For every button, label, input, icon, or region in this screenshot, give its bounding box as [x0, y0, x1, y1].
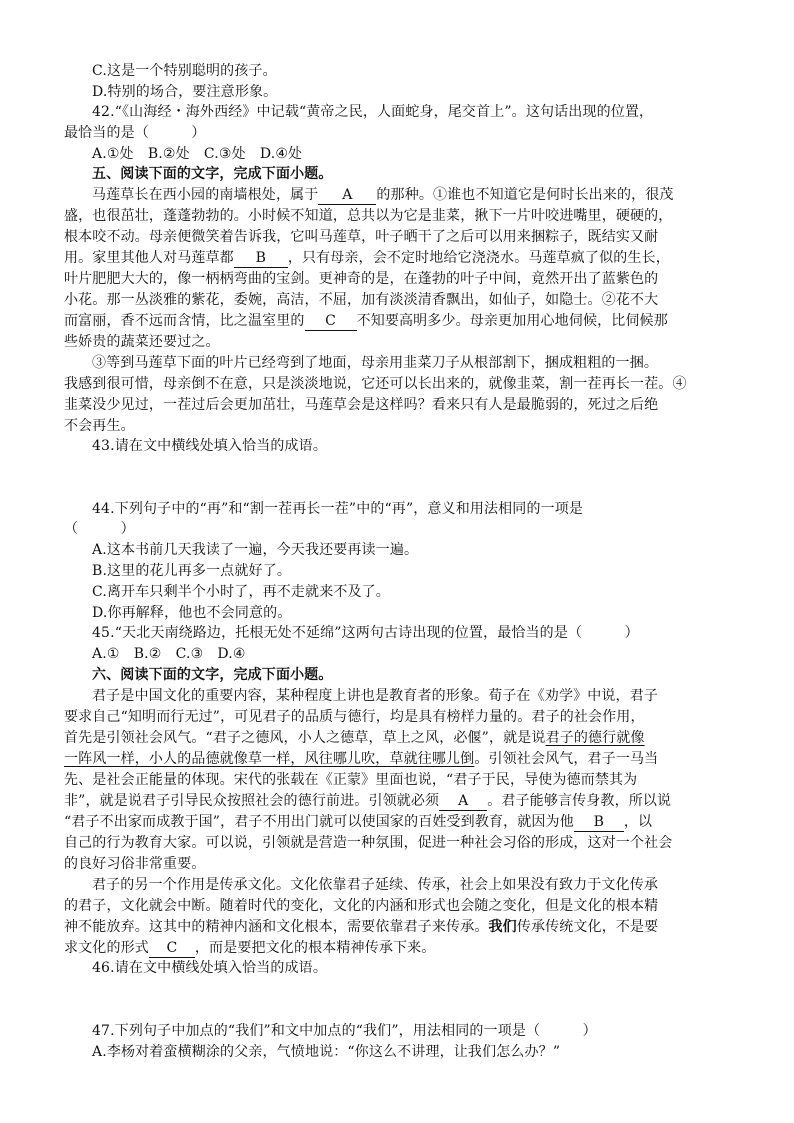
- q42-options: A.①处 B.②处 C.③处 D.④处: [92, 146, 303, 162]
- dotted-word-women: 我们: [488, 919, 517, 935]
- q44-option-b: B.这里的花儿再多一点就好了。: [92, 563, 291, 579]
- passage2-text: ，以: [623, 814, 653, 830]
- passage2-line: [64, 812, 652, 832]
- blank-a: A: [439, 792, 487, 811]
- passage1-line: 些娇贵的蔬菜还要过之。: [64, 334, 220, 350]
- passage1-text: 不知要高明多少。母亲更加用心地伺候，比伺候那: [356, 313, 668, 329]
- blank-b: B: [234, 249, 288, 268]
- passage1-line: 叶片肥肥大大的，像一柄柄弯曲的宝剑。更神奇的是，在蓬勃的叶子中间，竟然开出了蓝紫色的: [64, 271, 659, 287]
- passage1-text: 用。家里其他人对马莲草都: [64, 250, 234, 266]
- q43-stem: 43.请在文中横线处填入恰当的成语。: [92, 438, 327, 454]
- passage2-line: 先、是社会正能量的体现。宋代的张载在《正蒙》里面也说，“君子于民，导使为德而禁其为: [64, 772, 638, 788]
- passage2-line: 君子是中国文化的重要内容，某种程度上讲也是教育者的形象。荀子在《劝学》中说，君子: [92, 688, 658, 704]
- q47-stem: 47.下列句子中加点的“我们”和文中加点的“我们”，用法相同的一项是（ ）: [92, 1023, 597, 1039]
- q41-option-c: C.这是一个特别聪明的孩子。: [92, 63, 277, 79]
- passage2-text: 首先是引领社会风气。“君子之德风，小人之德草，草上之风，必偃”，就是说: [64, 730, 546, 746]
- passage2-text: 传承传统文化，不是要: [516, 919, 659, 935]
- section-5-heading: 五、阅读下面的文字，完成下面小题。: [92, 166, 333, 182]
- passage2-line: [64, 749, 658, 769]
- passage2-text: 求文化的形式: [64, 940, 149, 956]
- passage1-line: 我感到很可惜，母亲倒不在意，只是淡淡地说，它还可以长出来的，就像韭菜，割一茬再长一茬。④: [64, 376, 687, 392]
- passage2-line: [64, 791, 671, 811]
- passage1-line: 盛，也很茁壮，蓬蓬勃勃的。小时候不知道，总共以为它是韭菜，揪下一片叶咬进嘴里，硬硬的，: [64, 208, 673, 224]
- q45-stem: 45.“天北天南绕路边，托根无处不延绵”这两句古诗出现的位置，最恰当的是（ ）: [92, 625, 639, 641]
- q44-stem-cont: （ ）: [64, 521, 135, 537]
- passage1-text: 而富丽，香不远而含情，比之温室里的: [64, 313, 305, 329]
- q47-option-a: A.李杨对着蛮横糊涂的父亲，气愤地说：“你这么不讲理，让我们怎么办？”: [92, 1044, 561, 1060]
- section-6-heading: 六、阅读下面的文字，完成下面小题。: [92, 667, 333, 683]
- passage2-line: [64, 917, 658, 937]
- passage2-text: 神不能放弃。这其中的精神内涵和文化根本，需要依靠君子来传承。: [64, 919, 489, 935]
- passage1-line: [64, 248, 670, 268]
- passage1-text: ，只有母亲，会不定时地给它浇浇水。马莲草疯了似的生长，: [287, 250, 670, 266]
- passage2-line: 自己的行为教育大家。可以说，引领就是营造一种氛围，促进一种社会习俗的形成，这对一个社会: [64, 835, 673, 851]
- q45-options: A.① B.② C.③ D.④: [92, 646, 246, 662]
- underlined-phrase: 君子的德行就像: [545, 730, 645, 746]
- blank-c: C: [149, 939, 195, 958]
- blank-c: C: [305, 312, 357, 331]
- passage1-line: 根本咬不动。母亲便微笑着告诉我，它叫马莲草，叶子晒干了之后可以用来捆粽子，既结实又耐: [64, 229, 659, 245]
- passage2-line: [64, 728, 645, 748]
- q44-option-c: C.离开车只剩半个小时了，再不走就来不及了。: [92, 584, 390, 600]
- blank-b: B: [574, 813, 624, 832]
- q44-option-d: D.你再解释，他也不会同意的。: [92, 605, 292, 621]
- underlined-phrase: 一阵风一样，小人的品德就像草一样，风往哪儿吹，草就往哪儿倒: [64, 751, 475, 767]
- passage1-line: 不会再生。: [64, 418, 135, 434]
- passage2-line: 君子的另一个作用是传承文化。文化依靠君子延续、传承，社会上如果没有致力于文化传承: [92, 877, 658, 893]
- passage1-line: 小花。那一丛淡雅的紫花，委婉，高洁，不屈，加有淡淡清香飘出，如仙子，如隐士。②花不大: [64, 292, 659, 308]
- passage2-line: 的良好习俗非常重要。: [64, 856, 206, 872]
- q44-stem: 44.下列句子中的“再”和“割一茬再长一茬”中的“再”，意义和用法相同的一项是: [92, 501, 584, 517]
- passage2-line: [64, 938, 435, 958]
- passage2-text: “君子不出家而成教于国”，君子不用出门就可以使国家的百姓受到教育，就因为他: [64, 814, 574, 830]
- passage2-text: ，而是要把文化的根本精神传承下来。: [194, 940, 436, 956]
- passage2-text: 。引领社会风气，君子一马当: [474, 751, 659, 767]
- passage2-line: 要求自己“知明而行无过”，可见君子的品质与德行，均是具有榜样力量的。君子的社会作用，: [64, 709, 645, 725]
- passage2-text: 。君子能够言传身教，所以说: [487, 793, 672, 809]
- q42-stem: 42.“《山海经・海外西经》中记载“黄帝之民，人面蛇身，尾交首上”。这句话出现的位置，: [92, 104, 654, 120]
- passage1-line: [64, 311, 668, 331]
- q44-option-a: A.这本书前几天我读了一遍，今天我还要再读一遍。: [92, 542, 419, 558]
- q46-stem: 46.请在文中横线处填入恰当的成语。: [92, 960, 327, 976]
- passage1-text: 马莲草长在西小园的南墙根处，属于: [92, 187, 319, 203]
- blank-a: A: [318, 186, 376, 205]
- q41-option-d: D.特别的场合，要注意形象。: [92, 84, 278, 100]
- passage2-line: 的君子，文化就会中断。随着时代的变化，文化的内涵和形式也会随之变化，但是文化的根本精: [64, 898, 659, 914]
- passage2-text: 非”，就是说君子引导民众按照社会的德行前进。引领就必须: [64, 793, 440, 809]
- passage1-text: 的那种。①谁也不知道它是何时长出来的，很茂: [376, 187, 674, 203]
- q42-stem-cont: 最恰当的是（ ）: [64, 125, 206, 141]
- passage1-line: ③等到马莲草下面的叶片已经弯到了地面，母亲用韭菜刀子从根部割下，捆成粗粗的一捆。: [92, 355, 658, 371]
- passage1-line: [92, 185, 674, 205]
- passage1-line: 韭菜没少见过，一茬过后会更加茁壮，马莲草会是这样吗？看来只有人是最脆弱的，死过之后绝: [64, 397, 659, 413]
